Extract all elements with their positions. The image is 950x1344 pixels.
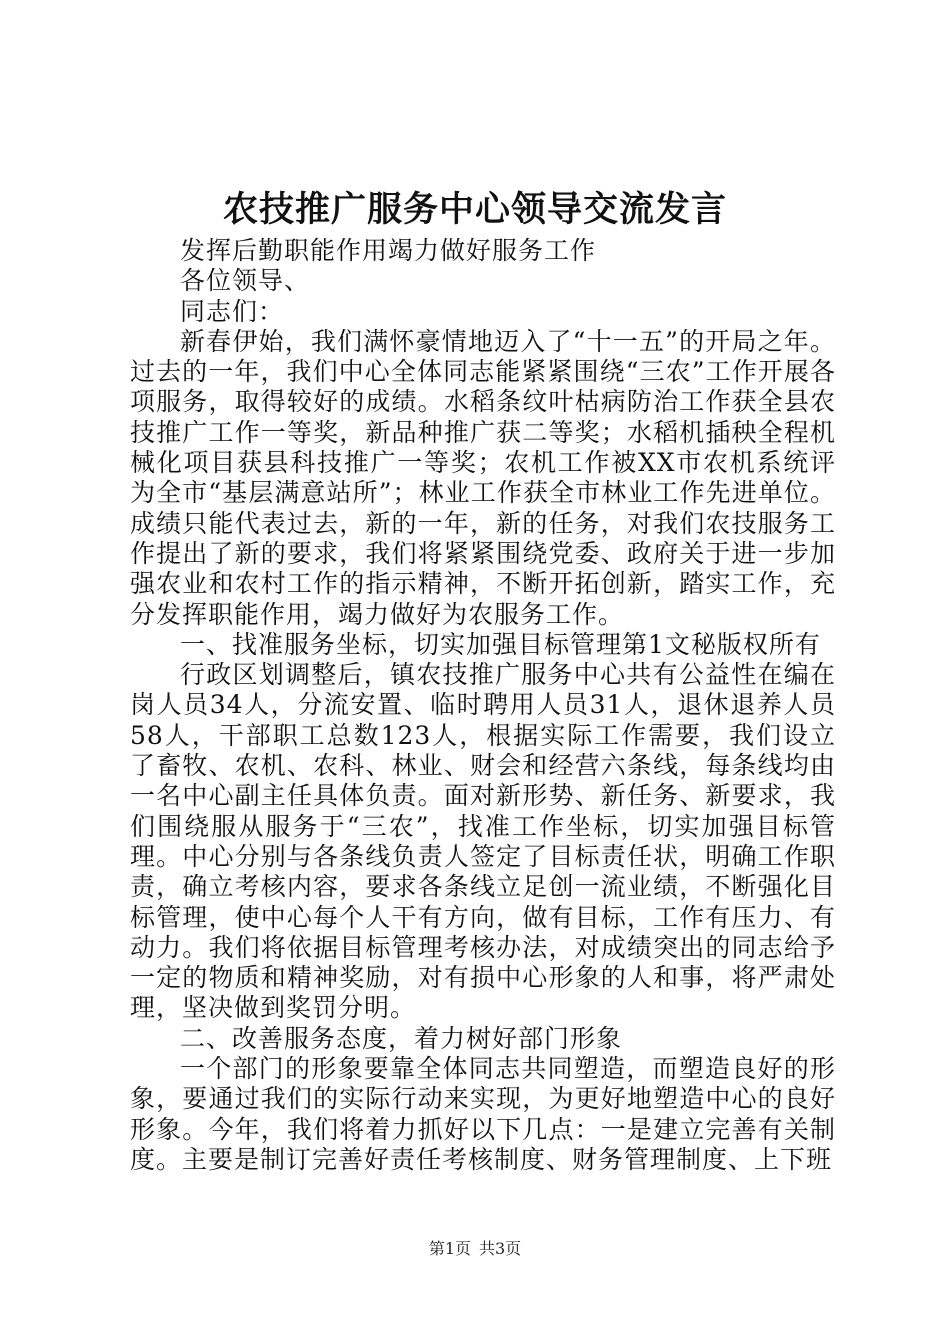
- salutation-comrades: 同志们：: [180, 296, 285, 326]
- page-footer: [0, 1238, 950, 1260]
- document-title: 农技推广服务中心领导交流发言: [222, 189, 727, 230]
- salutation-leaders: 各位领导、: [180, 266, 311, 296]
- body-paragraph: 一个部门的形象要靠全体同志共同塑造，而塑造良好的形象，要通过我们的实际行动来实现，为更好地塑造中心的良好形象。今年，我们将着力抓好以下几点：一是建立完善有关制度。主要是制订完善好责任考核制度、财务管理制度、上下班: [130, 1054, 836, 1174]
- section-heading-2: 二、改善服务态度，着力树好部门形象: [180, 1023, 623, 1053]
- section-heading-1: 一、找准服务坐标，切实加强目标管理第1文秘版权所有: [180, 629, 821, 659]
- body-paragraph: 行政区划调整后，镇农技推广服务中心共有公益性在编在岗人员34人，分流安置、临时聘用人员31人，退休退养人员58人，干部职工总数123人，根据实际工作需要，我们设立了畜牧、农机、农科、林业、财会和经营六条线，每条线均由一名中心副主任具体负责。面对新形势、新任务、新要求，我们围绕服从服务于“三农”，找准工作坐标，切实加强目标管理。中心分别与各条线负责人签定了目标责任状，明确工作职责，确立考核内容，要求各条线立足创一流业绩，不断强化目标管理，使中心每个人干有方向，做有目标，工作有压力、有动力。我们将依据目标管理考核办法，对成绩突出的同志给予一定的物质和精神奖励，对有损中心形象的人和事，将严肃处理，坚决做到奖罚分明。: [130, 660, 836, 1023]
- body-paragraph: 新春伊始，我们满怀豪情地迈入了“十一五”的开局之年。过去的一年，我们中心全体同志能紧紧围绕“三农”工作开展各项服务，取得较好的成绩。水稻条纹叶枯病防治工作获全县农技推广工作一等奖，新品种推广获二等奖；水稻机插秧全程机械化项目获县科技推广一等奖；农机工作被XX市农机系统评为全市“基层满意站所”；林业工作获全市林业工作先进单位。成绩只能代表过去，新的一年，新的任务，对我们农技服务工作提出了新的要求，我们将紧紧围绕党委、政府关于进一步加强农业和农村工作的指示精神，不断开拓创新，踏实工作，充分发挥职能作用，竭力做好为农服务工作。: [130, 326, 836, 629]
- document-body: [130, 236, 836, 1175]
- page-total: 共3页: [479, 1239, 522, 1258]
- subtitle-paragraph: 发挥后勤职能作用竭力做好服务工作: [180, 236, 597, 265]
- page-number: 第1页: [428, 1239, 471, 1258]
